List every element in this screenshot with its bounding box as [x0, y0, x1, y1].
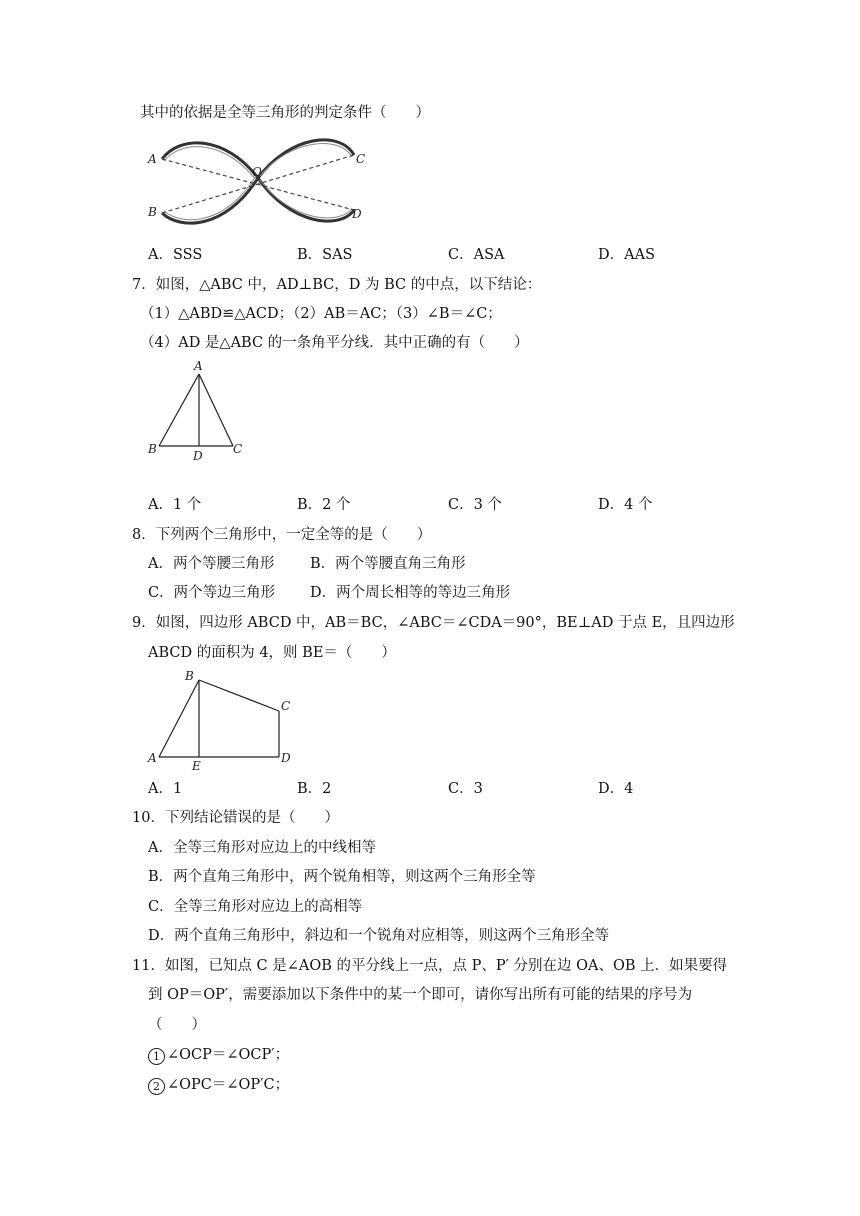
q6-option-c[interactable]: C．ASA	[448, 247, 505, 263]
label-C: C	[356, 152, 366, 166]
q9-option-d[interactable]: D．4	[598, 781, 634, 797]
label-B: B	[148, 442, 157, 456]
q7-stem-line3: （4）AD 是△ABC 的一条角平分线．其中正确的有（ ）	[140, 335, 529, 351]
label-C: C	[233, 442, 243, 456]
label-D: D	[281, 751, 291, 765]
q8-option-b[interactable]: B．两个等腰直角三角形	[310, 556, 466, 572]
q7-option-d[interactable]: D．4 个	[598, 497, 653, 513]
q9-option-c[interactable]: C．3	[448, 781, 483, 797]
figure-8-curves	[162, 140, 354, 223]
q7-option-a[interactable]: A．1 个	[148, 497, 202, 513]
label-A: A	[148, 751, 157, 765]
q8-option-c[interactable]: C．两个等边三角形	[148, 585, 276, 601]
label-C: C	[281, 699, 291, 713]
q7-option-c[interactable]: C．3 个	[448, 497, 502, 513]
label-D: D	[352, 207, 362, 221]
q9-stem-line1: 9．如图，四边形 ABCD 中，AB＝BC，∠ABC＝∠CDA＝90°，BE⊥AD 于点 E，且四边形	[132, 615, 735, 631]
label-B: B	[148, 205, 157, 219]
q10-option-b[interactable]: B．两个直角三角形中，两个锐角相等，则这两个三角形全等	[148, 869, 536, 885]
q9-stem-line2: ABCD 的面积为 4，则 BE＝（ ）	[148, 645, 396, 661]
figure-8-inner	[164, 144, 352, 220]
q9-option-b[interactable]: B．2	[297, 781, 332, 797]
dashed-lines	[162, 155, 354, 213]
q7-option-b[interactable]: B．2 个	[297, 497, 351, 513]
q10-option-d[interactable]: D．两个直角三角形中，斜边和一个锐角对应相等，则这两个三角形全等	[148, 928, 610, 944]
q7-stem-line2: （1）△ABD≌△ACD；（2）AB＝AC；（3）∠B＝∠C；	[140, 306, 502, 322]
q6-figure	[140, 130, 380, 230]
circled-number-2: 2	[148, 1078, 165, 1095]
label-A: A	[194, 359, 203, 373]
label-D: D	[193, 449, 203, 463]
q10-option-a[interactable]: A．全等三角形对应边上的中线相等	[148, 840, 376, 856]
label-E: E	[192, 759, 201, 773]
condition-2-text: ∠OPC＝∠OP′C；	[167, 1077, 290, 1093]
label-O: O	[252, 165, 262, 179]
q6-option-d[interactable]: D．AAS	[598, 247, 656, 263]
q10-option-c[interactable]: C．全等三角形对应边上的高相等	[148, 899, 363, 915]
circled-number-1: 1	[148, 1048, 165, 1065]
q8-option-d[interactable]: D．两个周长相等的等边三角形	[310, 585, 511, 601]
q11-condition-2	[148, 1075, 289, 1095]
q11-stem-line3: （ ）	[148, 1017, 206, 1033]
q9-figure	[145, 665, 305, 773]
q9-option-a[interactable]: A．1	[148, 781, 183, 797]
label-A: A	[148, 152, 157, 166]
label-B: B	[185, 669, 194, 683]
condition-1-text: ∠OCP＝∠OCP′；	[167, 1047, 290, 1063]
q7-stem-line1: 7．如图，△ABC 中，AD⊥BC，D 为 BC 的中点，以下结论：	[132, 277, 542, 293]
q6-tail-text: 其中的依据是全等三角形的判定条件（ ）	[140, 105, 430, 121]
q6-option-b[interactable]: B．SAS	[297, 247, 353, 263]
q8-stem: 8．下列两个三角形中，一定全等的是（ ）	[132, 527, 432, 543]
q11-stem-line1: 11．如图，已知点 C 是∠AOB 的平分线上一点，点 P、P′ 分别在边 OA、OB 上．如果要得	[132, 958, 728, 974]
q11-stem-line2: 到 OP＝OP′，需要添加以下条件中的某一个即可，请你写出所有可能的结果的序号为	[148, 987, 693, 1003]
q10-stem: 10．下列结论错误的是（ ）	[132, 810, 339, 826]
q8-option-a[interactable]: A．两个等腰三角形	[148, 556, 275, 572]
q7-figure	[145, 360, 255, 490]
q11-condition-1	[148, 1045, 289, 1065]
q6-option-a[interactable]: A．SSS	[148, 247, 203, 263]
